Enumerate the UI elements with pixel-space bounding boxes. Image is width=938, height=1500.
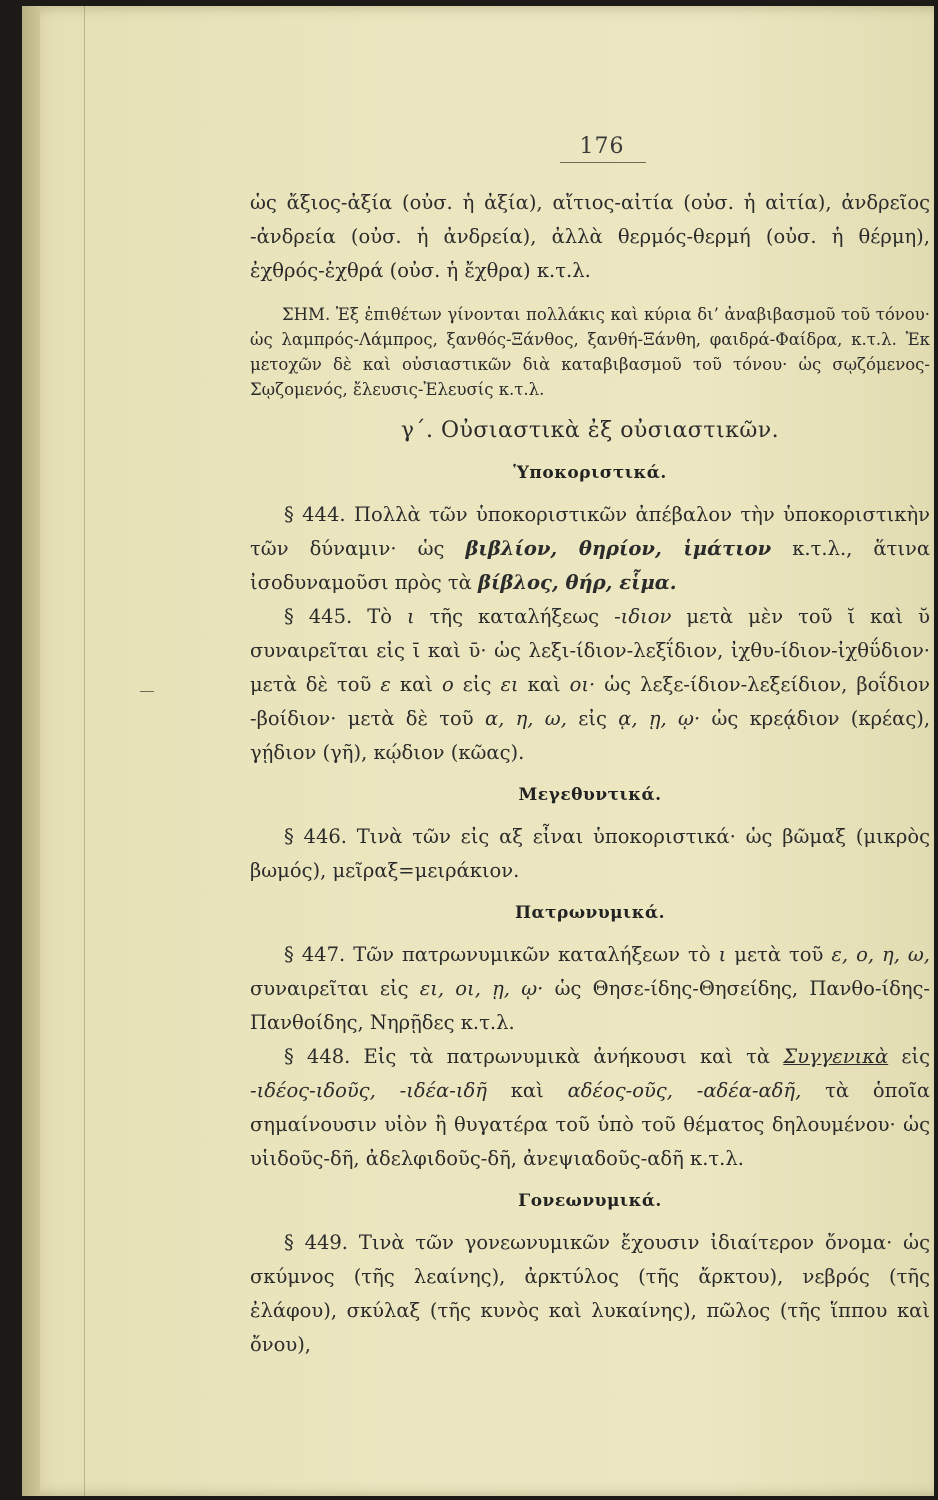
page-number-rule (560, 162, 646, 163)
section-title: γ΄. Οὐσιαστικὰ ἐξ οὐσιαστικῶν. (400, 418, 780, 443)
book-page (22, 6, 934, 1496)
section-number-449: § 449. (284, 1231, 349, 1254)
paragraph-447: § 447. Τῶν πατρωνυμικῶν καταλήξεων τὸ ι μετὰ τοῦ ε, ο, η, ω, συναιρεῖται εἰς ει, οι, ῃ, ῳ· ὡς Θησε-ίδης-Θησείδης, Πανθο-ίδης-Πανθοίδης, Νηρῇδες κ.τ.λ. (250, 943, 931, 1034)
subheading-diminutives: Ὑποκοριστικά. (513, 463, 667, 483)
subheading-patronymics: Πατρωνυμικά. (514, 903, 666, 923)
section-number-446: § 446. (284, 825, 347, 848)
note-paragraph: ΣΗΜ. Ἐξ ἐπιθέτων γίνονται πολλάκις καὶ κύρια δι’ ἀναβιβασμοῦ τοῦ τόνου· ὡς λαμπρός-Λάμπρος, ξανθός-Ξάνθος, ξανθή-Ξάνθη, φαιδρά-Φαίδρα, κ.τ.λ. Ἐκ μετοχῶν δὲ καὶ οὐσιαστικῶν διὰ καταβιβασμοῦ τοῦ τόνου· ὡς σῳζόμενος-Σῳζομενός, ἔλευσις-Ἐλευσίς κ.τ.λ. (250, 305, 930, 399)
margin-mark (140, 691, 154, 692)
section-number-445: § 445. (284, 605, 353, 628)
page-spine (22, 6, 40, 1496)
page-fold-line (84, 6, 85, 1496)
paragraph-444: § 444. Πολλὰ τῶν ὑποκοριστικῶν ἀπέβαλον τὴν ὑποκοριστικὴν τῶν δύναμιν· ὡς βιβλίον, θηρίον, ἱμάτιον κ.τ.λ., ἅτινα ἰσοδυναμοῦσι πρὸς τὰ βίβλος, θήρ, εἷμα. (250, 503, 931, 594)
section-number-444: § 444. (284, 503, 346, 526)
paragraph-449: § 449. Τινὰ τῶν γονεωνυμικῶν ἔχουσιν ἰδιαίτερον ὄνομα· ὡς σκύμνος (τῆς λεαίνης), ἀρκτύλος (τῆς ἄρκτου), νεβρός (τῆς ἐλάφου), σκύλαξ (τῆς κυνὸς καὶ λυκαίνης), πῶλος (τῆς ἵππου καὶ ὄνου), (250, 1231, 930, 1356)
paragraph-446: § 446. Τινὰ τῶν εἰς αξ εἶναι ὑποκοριστικά· ὡς βῶμαξ (μικρὸς βωμός), μεῖραξ=μειράκιον. (250, 825, 930, 882)
subheading-augmentatives: Μεγεθυντικά. (518, 785, 662, 805)
paragraph-continued: ὡς ἄξιος-ἀξία (οὐσ. ἡ ἀξία), αἴτιος-αἰτία (οὐσ. ἡ αἰτία), ἀνδρεῖος -ἀνδρεία (οὐσ. ἡ ἀνδρεία), ἀλλὰ θερμός-θερμή (οὐσ. ἡ θέρμη), ἐχθρός-ἐχθρά (οὐσ. ἡ ἔχθρα) κ.τ.λ. (250, 191, 930, 282)
paragraph-448: § 448. Εἰς τὰ πατρωνυμικὰ ἀνήκουσι καὶ τὰ Συγγενικὰ εἰς -ιδέος-ιδοῦς, -ιδέα-ιδῆ καὶ αδέος-οῦς, -αδέα-αδῆ, τὰ ὁποῖα σημαίνουσιν υἱὸν ἢ θυγατέρα τοῦ ὑπὸ τοῦ θέματος δηλουμένου· ὡς υἱιδοῦς-δῆ, ἀδελφιδοῦς-δῆ, ἀνεψιαδοῦς-αδῆ κ.τ.λ. (250, 1045, 931, 1170)
section-number-447: § 447. (284, 943, 346, 966)
subheading-parent-names: Γονεωνυμικά. (518, 1191, 662, 1211)
page-number: 176 (579, 134, 625, 159)
page-content (250, 186, 930, 1362)
paragraph-445: § 445. Τὸ ι τῆς καταλήξεως -ιδιον μετὰ μὲν τοῦ ῐ καὶ ῠ συναιρεῖται εἰς ῑ καὶ ῡ· ὡς λεξι-ίδιον-λεξΐδιον, ἰχθυ-ίδιον-ἰχθΰδιον· μετὰ δὲ τοῦ ε καὶ ο εἰς ει καὶ οι· ὡς λεξε-ίδιον-λεξείδιον, βοΐδιον -βοίδιον· μετὰ δὲ τοῦ α, η, ω, εἰς ᾳ, ῃ, ῳ· ὡς κρεᾴδιον (κρέας), γῄδιον (γῆ), κῴδιον (κῶας). (250, 605, 931, 764)
section-number-448: § 448. (284, 1045, 351, 1068)
